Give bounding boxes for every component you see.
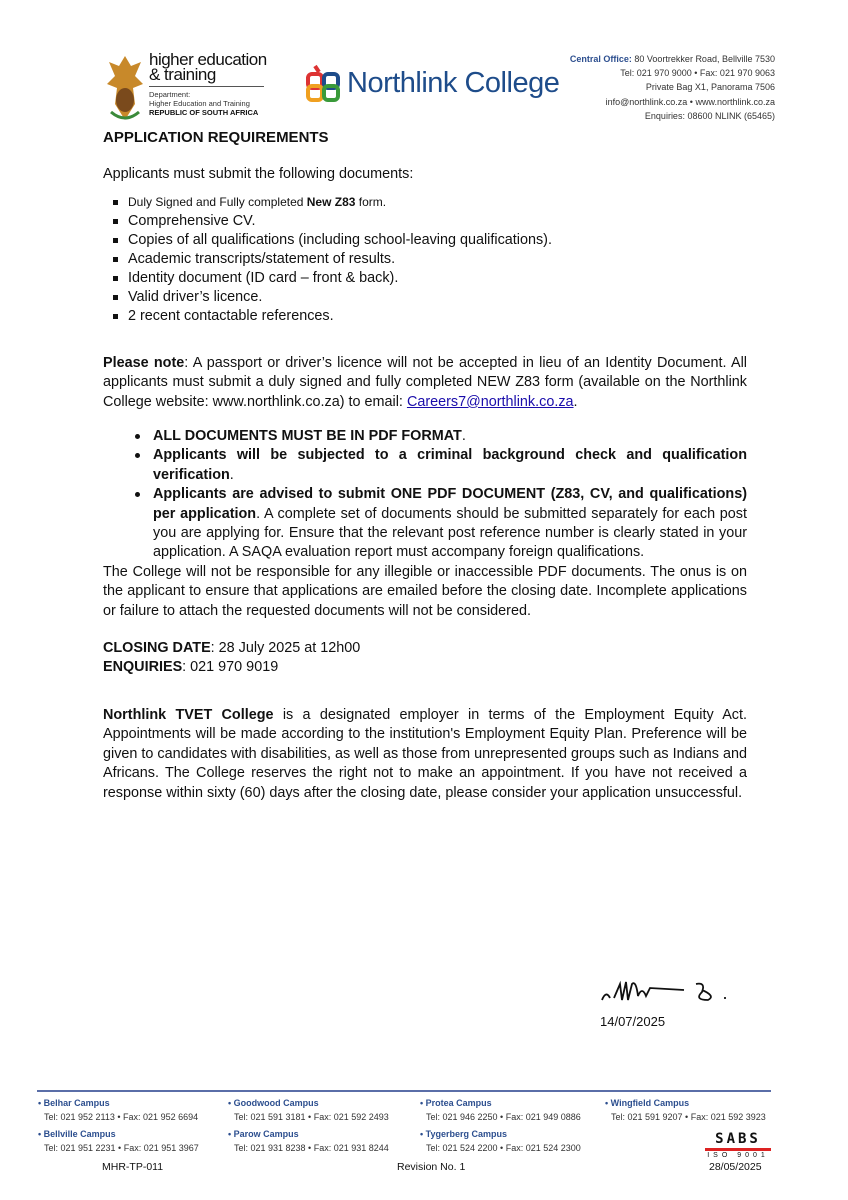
list-item [135,485,747,563]
requirements-list [113,193,552,326]
item-text: form. [355,195,387,209]
list-item: 2 recent contactable references. [113,307,552,326]
campus-tygerberg [420,1127,581,1155]
closing-date-label: CLOSING DATE [103,640,211,656]
careers-email-link[interactable]: Careers7@northlink.co.za [406,393,574,410]
list-item [135,427,747,446]
campus-bellville [38,1127,199,1155]
list-item: Copies of all qualifications (including school-leaving qualifications). [113,231,552,250]
iso-text: ISO 9001 [707,1152,769,1159]
item-bold: New Z83 [306,195,356,209]
campus-name: • Wingfield Campus [605,1098,690,1108]
equity-bold: Northlink TVET College [103,707,274,723]
dhet-dept-name: Higher Education and Training [149,99,250,108]
list-item [135,446,747,485]
campus-contact: Tel: 021 931 8238 • Fax: 021 931 8244 [234,1143,389,1153]
northlink-logo [305,62,559,104]
campus-name: • Parow Campus [228,1129,299,1139]
central-office-label: Central Office: [569,54,632,64]
dhet-dept-label: Department: [149,90,191,99]
divider [149,86,264,87]
signature-icon [598,978,738,1008]
intro-text: Applicants must submit the following documents: [103,166,414,182]
equity-paragraph [103,706,747,803]
campus-protea [420,1096,581,1124]
note-paragraph [103,354,747,412]
list-item: Identity document (ID card – front & back). [113,269,552,288]
rule-text: . A complete set of documents should be submitted separately for each post you are applying for. Ensure that the relevant post reference number is clearly stated in your application. A SAQA evaluation report must accompany foreign qualifications. [153,505,747,561]
enquiries-value: : 021 970 9019 [182,659,279,676]
sabs-bar [705,1148,771,1151]
list-item [113,193,552,212]
campus-parow [228,1127,389,1155]
note-label: Please note [103,355,185,371]
rule-text: . [461,428,466,444]
campus-name: • Tygerberg Campus [420,1129,508,1139]
enquiries-label: ENQUIRIES [103,659,183,676]
dhet-title-line1: higher education [149,50,267,69]
doc-code: MHR-TP-011 [102,1161,164,1173]
campus-wingfield [605,1096,766,1124]
revision: Revision No. 1 [397,1161,466,1173]
campus-name: • Goodwood Campus [228,1098,319,1108]
sabs-text: SABS [715,1131,761,1147]
list-item: Comprehensive CV. [113,212,552,231]
note-text: : A passport or driver’s licence will not be accepted in lieu of an Identity Document. All applicants must submit a duly signed and fully completed NEW Z83 form (available on the Northlink College website: www.northlink.co.za) to email: [103,355,747,410]
rules-list [135,427,747,563]
rule-text: . [229,466,234,483]
campus-contact: Tel: 021 952 2113 • Fax: 021 952 6694 [44,1112,199,1122]
rule-bold: Applicants will be subjected to a criminal background check and qualification verification [153,447,747,483]
campus-name: • Protea Campus [420,1098,492,1108]
college-name: Northlink College [347,66,560,99]
rule-bold: Applicants are advised to submit ONE PDF DOCUMENT (Z83, CV, and qualifications) per application [153,486,747,522]
campus-belhar [38,1096,198,1124]
central-office-address: 80 Voortrekker Road, Bellville 7530 [634,54,775,64]
central-office-tel: Tel: 021 970 9000 • Fax: 021 970 9063 [620,68,775,79]
closing-info [103,639,360,678]
central-office-bag: Private Bag X1, Panorama 7506 [645,82,775,93]
item-text: Duly Signed and Fully completed [128,195,307,209]
footer-date: 28/05/2025 [709,1161,762,1173]
note-end: . [573,393,578,410]
central-office-enquiries: Enquiries: 08600 NLINK (65465) [644,110,775,121]
responsibility-paragraph: The College will not be responsible for any illegible or inaccessible PDF documents. The onus is on the applicant to ensure that applications are emailed before the closing date. Incomplete applications or failure to attach the requested documents will not be considered. [103,564,747,619]
campus-name: • Belhar Campus [38,1098,110,1108]
rule-bold: ALL DOCUMENTS MUST BE IN PDF FORMAT [153,428,462,444]
campus-contact: Tel: 021 946 2250 • Fax: 021 949 0886 [426,1112,581,1122]
central-office-info [570,52,775,123]
dhet-country: REPUBLIC OF SOUTH AFRICA [149,108,259,117]
campus-goodwood [228,1096,389,1124]
closing-date-value: : 28 July 2025 at 12h00 [210,640,361,656]
signature-date: 14/07/2025 [600,1014,666,1029]
list-item: Academic transcripts/statement of results. [113,250,552,269]
equity-text: is a designated employer in terms of the Employment Equity Act. Appointments will be made according to the institution's Employment Equity Plan. Preference will be given to candidates with disabilities, as well as those from unrepresented groups such as Indians and Africans. The College reserves the right not to make an appointment. If you have not received a response within sixty (60) days after the closing date, please consider your application unsuccessful. [103,707,747,801]
northlink-chain-icon [305,62,341,104]
list-item: Valid driver’s licence. [113,288,552,307]
sabs-logo [705,1131,771,1159]
dhet-logo [105,52,275,124]
central-office-web: info@northlink.co.za • www.northlink.co.za [605,96,775,107]
campus-contact: Tel: 021 951 2231 • Fax: 021 951 3967 [44,1143,199,1153]
dhet-title-line2: & training [149,65,216,84]
campus-contact: Tel: 021 524 2200 • Fax: 021 524 2300 [426,1143,581,1153]
campus-name: • Bellville Campus [38,1129,116,1139]
campus-contact: Tel: 021 591 3181 • Fax: 021 592 2493 [234,1112,389,1122]
footer-divider [37,1090,771,1092]
coat-of-arms-icon [105,54,145,124]
campus-contact: Tel: 021 591 9207 • Fax: 021 592 3923 [611,1112,766,1122]
page-title: APPLICATION REQUIREMENTS [103,129,329,146]
